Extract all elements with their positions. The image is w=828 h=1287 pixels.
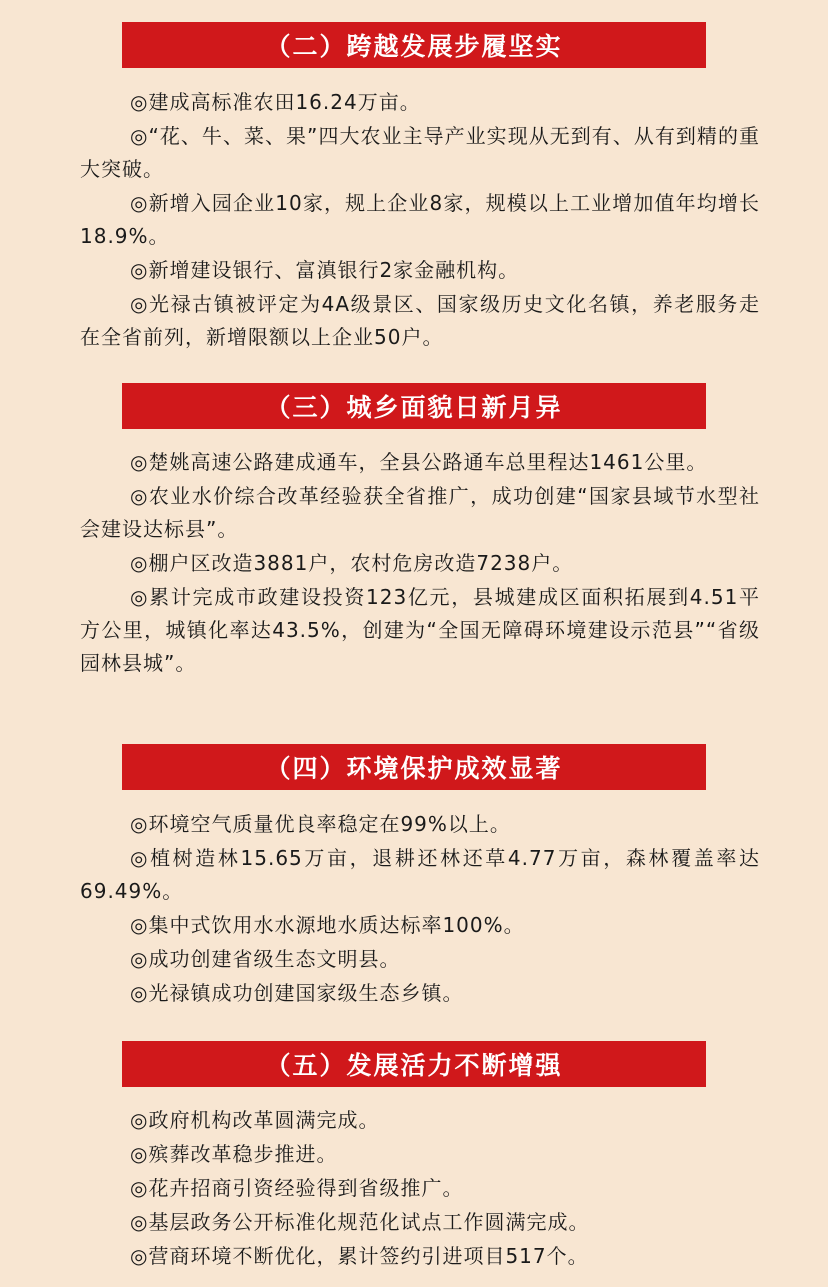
section-title: （三）城乡面貌日新月异	[122, 383, 706, 429]
list-item: ◎殡葬改革稳步推进。	[130, 1142, 338, 1166]
list-item: ◎花卉招商引资经验得到省级推广。	[130, 1176, 464, 1200]
list-item: ◎光禄镇成功创建国家级生态乡镇。	[130, 981, 464, 1005]
list-item: ◎“花、牛、菜、果”四大农业主导产业实现从无到有、从有到精的重大突破。	[80, 124, 760, 181]
item-list	[80, 808, 760, 1011]
item-list	[80, 1104, 760, 1274]
list-item: ◎植树造林15.65万亩，退耕还林还草4.77万亩，森林覆盖率达69.49%。	[80, 846, 760, 903]
list-item: ◎新增入园企业10家，规上企业8家，规模以上工业增加值年均增长18.9%。	[80, 191, 760, 248]
section-title: （二）跨越发展步履坚实	[122, 22, 706, 68]
list-item: ◎光禄古镇被评定为4A级景区、国家级历史文化名镇，养老服务走在全省前列，新增限额以上企业50户。	[80, 292, 760, 349]
list-item: ◎环境空气质量优良率稳定在99%以上。	[130, 812, 511, 836]
section-title: （五）发展活力不断增强	[122, 1041, 706, 1087]
list-item: ◎新增建设银行、富滇银行2家金融机构。	[130, 258, 520, 282]
list-item: ◎建成高标准农田16.24万亩。	[130, 90, 421, 114]
section-title: （四）环境保护成效显著	[122, 744, 706, 790]
item-list	[80, 86, 760, 355]
list-item: ◎农业水价综合改革经验获全省推广，成功创建“国家县域节水型社会建设达标县”。	[80, 484, 760, 541]
list-item: ◎基层政务公开标准化规范化试点工作圆满完成。	[130, 1210, 590, 1234]
list-item: ◎成功创建省级生态文明县。	[130, 947, 401, 971]
list-item: ◎集中式饮用水水源地水质达标率100%。	[130, 913, 525, 937]
list-item: ◎营商环境不断优化，累计签约引进项目517个。	[130, 1244, 589, 1268]
list-item: ◎棚户区改造3881户，农村危房改造7238户。	[130, 551, 574, 575]
list-item: ◎楚姚高速公路建成通车，全县公路通车总里程达1461公里。	[130, 450, 708, 474]
item-list	[80, 446, 760, 681]
list-item: ◎政府机构改革圆满完成。	[130, 1108, 380, 1132]
list-item: ◎累计完成市政建设投资123亿元，县城建成区面积拓展到4.51平方公里，城镇化率达43.5%，创建为“全国无障碍环境建设示范县”“省级园林县城”。	[80, 585, 760, 675]
